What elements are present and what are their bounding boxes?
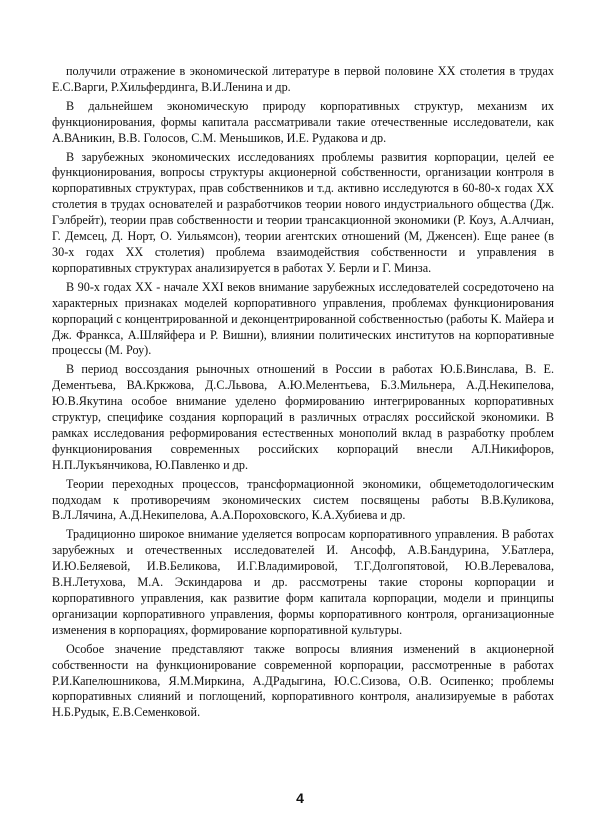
paragraph-6: Теории переходных процессов, трансформационной экономики, общеметодологическим подходам к противоречиям экономических систем посвящены работы В.В.Куликова, В.Л.Лячина, А.Д.Некипелова, А.А.Пороховского, К.А.Хубиева и др.: [52, 476, 554, 523]
paragraph-8: Особое значение представляют также вопросы влияния изменений в акционерной собственности на функционирование современной корпорации, рассмотренные в работах Р.И.Капелюшникова, Я.М.Миркина, А.ДРадыгина, Ю.С.Сизова, О.В. Осипенко; проблемы корпоративных слияний и поглощений, корпоративного контроля, анализируемые в работах Н.Б.Рудык, Е.В.Семенковой.: [52, 641, 554, 720]
paragraph-5: В период воссоздания рыночных отношений в России в работах Ю.Б.Винслава, В. Е. Дементьева, ВА.Кркжова, Д.С.Львова, А.Ю.Мелентьева, Б.З.Мильнера, А.Д.Некипелова, Ю.В.Якутина особое внимание уделено формированию интегрированных корпоративных структур, специфике создания корпораций в различных отраслях российской экономики. В рамках исследования реформирования естественных монополий вклад в разработку проблем функционирования современных российских корпораций внесли АЛ.Никифоров, Н.П.Лукъянчикова, Ю.Павленко и др.: [52, 362, 554, 472]
paragraph-2: В дальнейшем экономическую природу корпоративных структур, механизм их функционирования, формы капитала рассматривали такие отечественные исследователи, как А.ВАникин, В.В. Голосов, С.М. Меньшиков, И.Е. Рудакова и др.: [52, 98, 554, 145]
paragraph-1: получили отражение в экономической литературе в первой половине XX столетия в трудах Е.С.Варги, Р.Хильфердинга, В.И.Ленина и др.: [52, 64, 554, 94]
paragraph-4: В 90-х годах XX - начале XXI веков внимание зарубежных исследователей сосредоточено на характерных признаках моделей корпоративного управления, проблемах функционирования корпораций с концентрированной и деконцентрированной собственностью (работы К. Майера и Дж. Франкса, А.Шляйфера и Р. Вишни), влиянии политических институтов на корпоративные процессы (М. Роу).: [52, 279, 554, 358]
page-number: 4: [296, 790, 304, 806]
page-body: [52, 64, 554, 724]
paragraph-3: В зарубежных экономических исследованиях проблемы развития корпорации, целей ее функционирования, вопросы структуры акционерной собственности, организации контроля в корпоративных структурах, прав собственников и т.д. активно исследуются в 60-80-х годах XX столетия в трудах основателей и разработчиков теории нового индустриального общества (Дж. Гэлбрейт), теории прав собственности и теории трансакционной экономики (Р. Коуз, А.Алчиан, Г. Демсец, Д. Норт, О. Уильямсон), теории агентских отношений (М, Дженсен). Еще ранее (в 30-х годах XX столетия) проблема взаимодействия собственности и управления в корпоративных структурах анализируется в работах У. Берли и Г. Минза.: [52, 149, 554, 275]
paragraph-7: Традиционно широкое внимание уделяется вопросам корпоративного управления. В работах зарубежных и отечественных исследователей И. Ансофф, А.В.Бандурина, У.Батлера, И.Ю.Беляевой, И.В.Беликова, И.Г.Владимировой, Т.Г.Долгопятовой, Ю.В.Лерева​лова, В.Н.Летухова, М.А. Эскиндарова и др. рассмотрены такие стороны корпорации и корпоративного управления, как развитие форм капитала корпорации, модели и принципы организации корпоративного управления, формы корпоративного контроля, организационные изменения в корпорациях, формирование корпоративной культуры.: [52, 527, 554, 637]
